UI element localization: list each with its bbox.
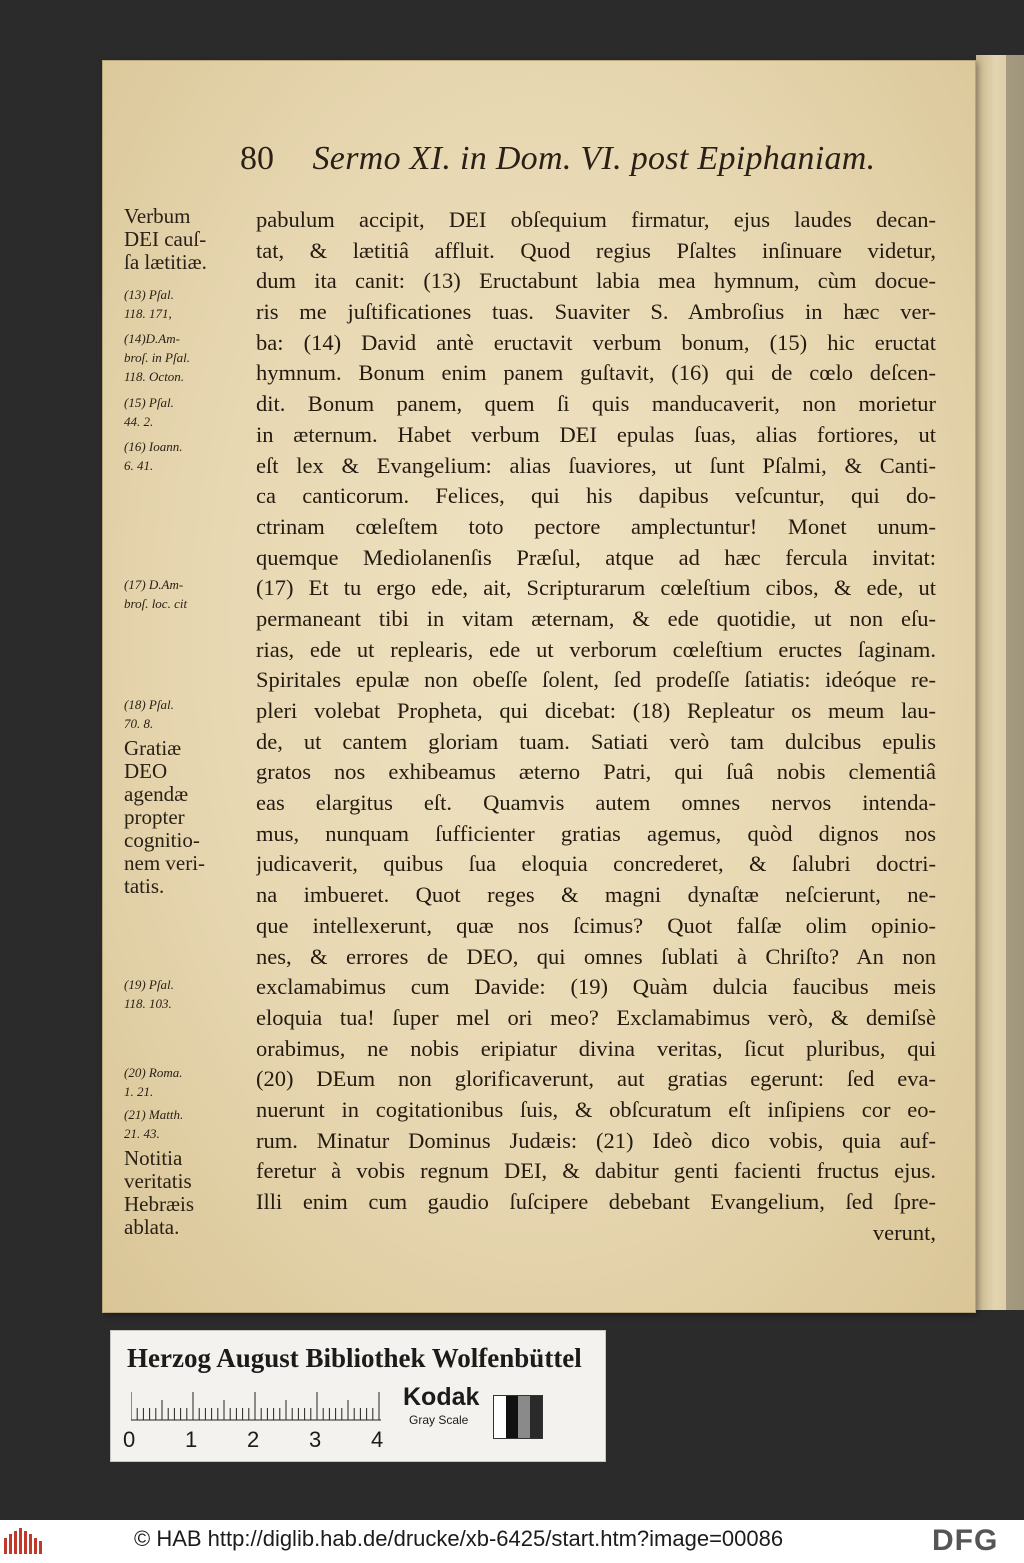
text-line: pabulum accipit, DEI obſequium firmatur, ejus laudes decan- [256, 207, 936, 232]
text-line: ca canticorum. Felices, qui his dapibus veſcuntur, qui do- [256, 483, 936, 509]
text-line: pleri volebat Propheta, qui dicebat: (18) Repleatur os meum lau- [256, 698, 936, 723]
margin-note-heading: Notitia veritatis Hebræis ablata. [124, 1146, 194, 1239]
text-line: na imbueret. Quot reges & magni dynaſtæ neſcierunt, ne- [256, 882, 936, 908]
ruler-label: 1 [185, 1427, 198, 1452]
ruler-label: 0 [123, 1427, 136, 1452]
ruler-label: 4 [371, 1427, 384, 1452]
text-line: eas elargitus eſt. Quamvis autem omnes nervos intenda- [256, 790, 936, 816]
text-line: gratos nos exhibeamus æterno Patri, qui ſuâ nobis clementiâ [256, 759, 936, 785]
margin-note-ref: (20) Roma. 1. 21. [124, 1065, 183, 1099]
kodak-gray-scale-label: Gray Scale [409, 1413, 469, 1427]
ruler-label: 2 [247, 1427, 260, 1452]
margin-note-ref: (17) D.Am- broſ. loc. cit [124, 577, 188, 611]
footer-copyright-url: © HAB http://diglib.hab.de/drucke/xb-6425/start.htm?image=00086 [134, 1526, 784, 1551]
gray-scale-swatch [493, 1395, 543, 1439]
ruler-labels [123, 1427, 393, 1453]
margin-note-ref: (19) Pſal. 118. 103. [124, 977, 174, 1011]
margin-note-ref: (21) Matth. 21. 43. [124, 1107, 184, 1141]
text-line: permaneant tibi in vitam æternam, & ede quotidie, ut non eſu- [256, 605, 936, 631]
page-number: 80 [240, 140, 274, 177]
text-line: hymnum. Bonum enim panem guſtavit, (16) qui de cœlo deſcen- [256, 360, 936, 386]
text-line: quemque Mediolanenſis Præſul, atque ad hæc fercula invitat: [256, 544, 936, 570]
main-text [256, 205, 936, 1248]
text-line: eloquia tua! ſuper mel ori meo? Exclamabimus verò, & demiſsè [256, 1004, 936, 1030]
page-header [240, 140, 880, 186]
text-line: de, ut cantem gloriam tuam. Satiati verò tam dulcibus epulis [256, 728, 936, 754]
margin-note-ref: (16) Ioann. 6. 41. [124, 439, 183, 473]
text-line: Illi enim cum gaudio ſuſcipere debebant Evangelium, ſed ſpre- [256, 1189, 936, 1214]
margin-note-heading: Gratiæ DEO agendæ propter cognitio- nem veri- tatis. [124, 736, 206, 898]
adjacent-page-edge [976, 55, 1024, 1310]
text-line: (20) DEum non glorificaverunt, aut gratias egerunt: ſed eva- [256, 1066, 936, 1092]
text-line: ctrinam cœleſtem toto pectore amplectuntur! Monet unum- [256, 513, 936, 539]
text-line: nuerunt in cogitationibus ſuis, & obſcuratum eſt inſipiens cor eo- [256, 1096, 936, 1122]
ruler-label: 3 [309, 1427, 322, 1452]
text-line: rum. Minatur Dominus Judæis: (21) Ideò dico vobis, quia auf- [256, 1127, 936, 1153]
text-line: tat, & lætitiâ affluit. Quod regius Pſaltes inſinuare videtur, [256, 237, 936, 263]
text-line: in æternum. Habet verbum DEI epulas ſuas, alias fortiores, ut [256, 421, 936, 447]
text-line: eſt lex & Evangelium: alias ſuaviores, ut ſunt Pſalmi, & Canti- [256, 452, 936, 478]
ruler-scale [131, 1391, 391, 1421]
text-line: exclamabimus cum Davide: (19) Quàm dulcia faucibus meis [256, 974, 936, 1000]
hab-logo-icon [4, 1528, 46, 1556]
library-name: Herzog August Bibliothek Wolfenbüttel [127, 1343, 582, 1373]
text-line: feretur à vobis regnum DEI, & dabitur genti facienti fructus ejus. [256, 1158, 936, 1184]
kodak-brand: Kodak [403, 1383, 480, 1411]
text-line: (17) Et tu ergo ede, ait, Scripturarum cœleſtium cibos, & ede, ut [256, 575, 936, 601]
text-line: verunt, [872, 1219, 936, 1245]
text-line: ris me juſtificationes tuas. Suaviter S. Ambroſius in hæc ver- [256, 299, 936, 325]
text-line: ba: (14) David antè eructavit verbum bonum, (15) hic eructat [256, 329, 936, 355]
text-line: que intellexerunt, quæ nos ſcimus? Quot falſæ olim opinio- [256, 912, 936, 938]
margin-note-ref: (14)D.Am- broſ. in Pſal. 118. Octon. [124, 331, 190, 384]
text-line: rias, ede ut replearis, ede ut verborum cœleſtium eructes ſaginam. [256, 636, 936, 662]
dfg-logo: DFG [932, 1524, 999, 1557]
text-line: mus, nunquam ſufficienter gratias agemus, quòd dignos nos [256, 820, 936, 846]
margin-note-heading: Verbum DEI cauſ- ſa lætitiæ. [124, 204, 207, 274]
footer-bar [0, 1520, 1024, 1563]
margin-note-ref: (13) Pſal. 118. 171, [124, 287, 174, 321]
margin-note-ref: (18) Pſal. 70. 8. [124, 697, 174, 731]
text-line: judicaverit, quibus ſua eloquia concrederet, & ſalubri doctri- [256, 851, 936, 877]
text-line: Spiritales epulæ non obeſſe ſolent, ſed prodeſſe ſatiatis: ideóque re- [256, 667, 936, 693]
text-line: orabimus, ne nobis eripiatur divina veritas, ſicut pluribus, qui [256, 1035, 936, 1061]
text-line: nes, & errores de DEO, qui omnes ſublati à Chriſto? An non [256, 943, 936, 969]
margin-note-ref: (15) Pſal. 44. 2. [124, 395, 174, 429]
text-line: dit. Bonum panem, quem ſi quis manducaverit, non morietur [256, 391, 936, 417]
library-label-card [110, 1330, 606, 1462]
running-title: Sermo XI. in Dom. VI. post Epiphaniam. [312, 140, 876, 177]
text-line: dum ita canit: (13) Eructabunt labia mea hymnum, cùm docue- [256, 268, 936, 294]
